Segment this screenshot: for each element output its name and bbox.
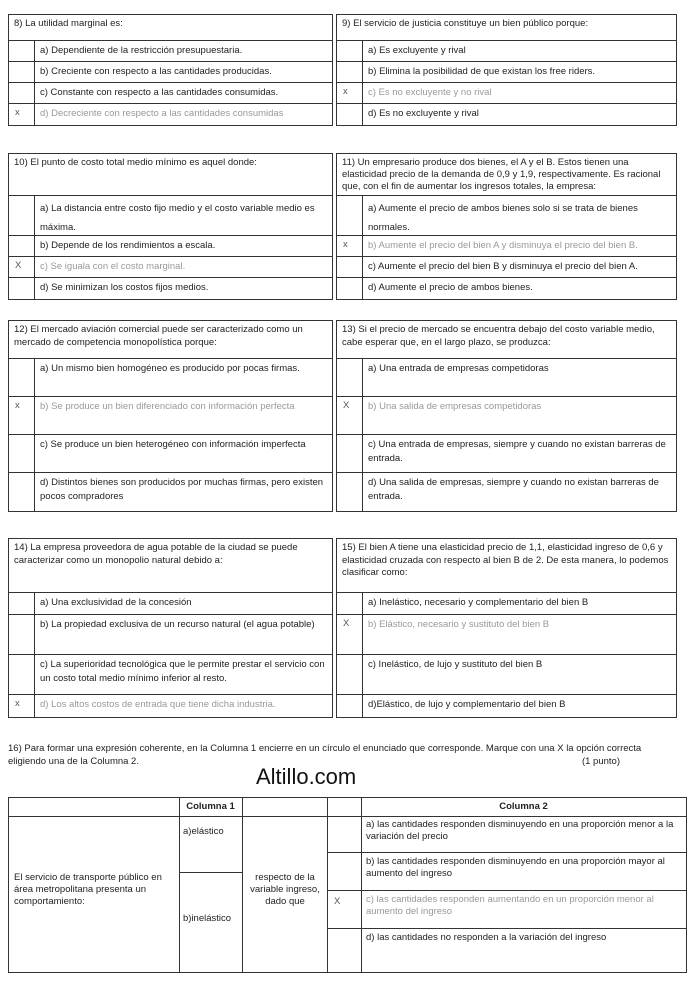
option-d[interactable]: d) Los altos costos de entrada que tiene dicha industria.	[40, 699, 276, 710]
question-text: 12) El mercado aviación comercial puede ser caracterizado como un mercado de competencia monopolística porque:	[9, 321, 332, 359]
connector-text: respecto de la variable ingreso, dado que	[250, 872, 320, 907]
points-label: (1 punto)	[581, 756, 620, 767]
question-10	[8, 153, 333, 300]
question-text: 10) El punto de costo total medio mínimo es aquel donde:	[9, 154, 332, 196]
answer-mark[interactable]	[337, 359, 363, 396]
option-d[interactable]: d) Una salida de empresas, siempre y cuando no existan barreras de entrada.	[368, 477, 659, 502]
brand-watermark: Altillo.com	[256, 764, 357, 789]
answer-mark[interactable]	[337, 62, 363, 82]
question-text: 13) Si el precio de mercado se encuentra debajo del costo variable medio, cabe esperar que, en el largo plazo, se produzca:	[337, 321, 676, 359]
answer-mark[interactable]	[9, 83, 35, 103]
answer-mark[interactable]	[9, 359, 35, 396]
option-b[interactable]: b) Creciente con respecto a las cantidades producidas.	[40, 66, 272, 77]
answer-mark[interactable]: x	[337, 236, 363, 256]
answer-mark[interactable]: x	[9, 695, 35, 717]
answer-mark[interactable]	[9, 473, 35, 511]
option-c[interactable]: c) La superioridad tecnológica que le permite prestar el servicio con un costo total medio mínimo inferior al resto.	[40, 659, 325, 684]
answer-mark[interactable]	[337, 41, 363, 61]
question-text: 8) La utilidad marginal es:	[9, 15, 332, 41]
answer-mark[interactable]	[337, 473, 363, 511]
answer-mark[interactable]: X	[9, 257, 35, 277]
answer-mark[interactable]: X	[334, 896, 341, 907]
question-15	[336, 538, 677, 718]
option-a[interactable]: a) La distancia entre costo fijo medio y el costo variable medio es máxima.	[40, 203, 315, 233]
option-b[interactable]: b) Se produce un bien diferenciado con información perfecta	[40, 401, 295, 412]
question-9	[336, 14, 677, 126]
option-c[interactable]: c) Es no excluyente y no rival	[368, 87, 492, 98]
question-12	[8, 320, 333, 512]
column-2-option-a[interactable]: a) las cantidades responden disminuyendo en una proporción menor a la variación del precio	[366, 819, 674, 842]
option-a[interactable]: a) Una entrada de empresas competidoras	[368, 363, 549, 374]
answer-mark[interactable]	[337, 695, 363, 717]
answer-mark[interactable]	[9, 62, 35, 82]
answer-mark[interactable]: x	[9, 104, 35, 125]
question-8	[8, 14, 333, 126]
answer-mark[interactable]	[337, 257, 363, 277]
statement: El servicio de transporte público en área metropolitana presenta un comportamiento:	[14, 872, 162, 907]
option-d[interactable]: d) Aumente el precio de ambos bienes.	[368, 282, 533, 293]
option-c[interactable]: c) Una entrada de empresas, siempre y cuando no existan barreras de entrada.	[368, 439, 666, 464]
option-d[interactable]: d) Es no excluyente y rival	[368, 108, 479, 119]
column-2-option-b[interactable]: b) las cantidades responden disminuyendo en una proporción mayor al aumento del ingreso	[366, 856, 665, 879]
question-text: 9) El servicio de justicia constituye un bien público porque:	[337, 15, 676, 41]
option-a[interactable]: a) Es excluyente y rival	[368, 45, 466, 56]
answer-mark[interactable]: x	[337, 83, 363, 103]
option-d[interactable]: d) Se minimizan los costos fijos medios.	[40, 282, 209, 293]
answer-mark[interactable]	[337, 196, 363, 235]
answer-mark[interactable]: X	[337, 397, 363, 434]
option-c[interactable]: c) Se produce un bien heterogéneo con información imperfecta	[40, 439, 306, 450]
column-1-header: Columna 1	[186, 801, 235, 812]
option-c[interactable]: c) Se iguala con el costo marginal.	[40, 261, 186, 272]
column-2-option-d[interactable]: d) las cantidades no responden a la variación del ingreso	[366, 932, 607, 943]
question-11	[336, 153, 677, 300]
column-1-option-a[interactable]: a)elástico	[183, 826, 224, 837]
option-a[interactable]: a) Aumente el precio de ambos bienes solo si se trata de bienes normales.	[368, 203, 638, 233]
question-text: 11) Un empresario produce dos bienes, el A y el B. Estos tienen una elasticidad precio de la demanda de 0,9 y 1,9, respectivamente. Es racional que, con el fin de aumentar los ingresos totales, la empresa:	[337, 154, 676, 196]
option-d[interactable]: d)Elástico, de lujo y complementario del bien B	[368, 699, 566, 710]
option-b[interactable]: b) Elástico, necesario y sustituto del bien B	[368, 619, 550, 630]
option-a[interactable]: a) Inelástico, necesario y complementario del bien B	[368, 597, 589, 608]
column-2-option-c[interactable]: c) las cantidades responden aumentando en un proporción menor al aumento del ingreso	[366, 894, 654, 917]
option-c[interactable]: c) Inelástico, de lujo y sustituto del bien B	[368, 659, 543, 670]
option-c[interactable]: c) Aumente el precio del bien B y disminuya el precio del bien A.	[368, 261, 638, 272]
question-text: 14) La empresa proveedora de agua potable de la ciudad se puede caracterizar como un monopolio natural debido a:	[9, 539, 332, 593]
option-a[interactable]: a) Una exclusividad de la concesión	[40, 597, 192, 608]
question-text: 15) El bien A tiene una elasticidad precio de 1,1, elasticidad ingreso de 0,6 y elasticidad cruzada con respecto al bien B de 2. De esta manera, lo podemos clasificar como:	[337, 539, 676, 593]
answer-mark[interactable]	[9, 278, 35, 299]
option-a[interactable]: a) Un mismo bien homogéneo es producido por pocas firmas.	[40, 363, 300, 374]
answer-mark[interactable]	[9, 593, 35, 614]
answer-mark[interactable]	[337, 655, 363, 694]
option-c[interactable]: c) Constante con respecto a las cantidades consumidas.	[40, 87, 279, 98]
answer-mark[interactable]	[9, 236, 35, 256]
answer-mark[interactable]	[337, 435, 363, 472]
option-d[interactable]: d) Decreciente con respecto a las cantidades consumidas	[40, 108, 284, 119]
option-a[interactable]: a) Dependiente de la restricción presupuestaria.	[40, 45, 243, 56]
option-b[interactable]: b) Una salida de empresas competidoras	[368, 401, 542, 412]
question-text: 16) Para formar una expresión coherente, en la Columna 1 encierre en un círculo el enunciado que corresponde. Marque con una X la opción correcta eligiendo una de la Columna 2.	[8, 743, 642, 767]
answer-mark[interactable]	[9, 41, 35, 61]
answer-mark[interactable]: X	[337, 615, 363, 654]
question-14	[8, 538, 333, 718]
answer-mark[interactable]	[337, 593, 363, 614]
option-b[interactable]: b) La propiedad exclusiva de un recurso natural (el agua potable)	[40, 619, 315, 630]
answer-mark[interactable]	[9, 615, 35, 654]
column-2-header: Columna 2	[499, 801, 548, 812]
option-b[interactable]: b) Depende de los rendimientos a escala.	[40, 240, 216, 251]
answer-mark[interactable]	[9, 655, 35, 694]
answer-mark[interactable]	[337, 104, 363, 125]
option-b[interactable]: b) Aumente el precio del bien A y disminuya el precio del bien B.	[368, 240, 638, 251]
answer-mark[interactable]	[9, 435, 35, 472]
answer-mark[interactable]: x	[9, 397, 35, 434]
option-b[interactable]: b) Elimina la posibilidad de que existan los free riders.	[368, 66, 596, 77]
answer-mark[interactable]	[337, 278, 363, 299]
question-13	[336, 320, 677, 512]
option-d[interactable]: d) Distintos bienes son producidos por muchas firmas, pero existen pocos compradores	[40, 477, 324, 502]
column-1-option-b[interactable]: b)inelástico	[183, 913, 232, 924]
question-16-table	[8, 797, 687, 973]
answer-mark[interactable]	[9, 196, 35, 235]
